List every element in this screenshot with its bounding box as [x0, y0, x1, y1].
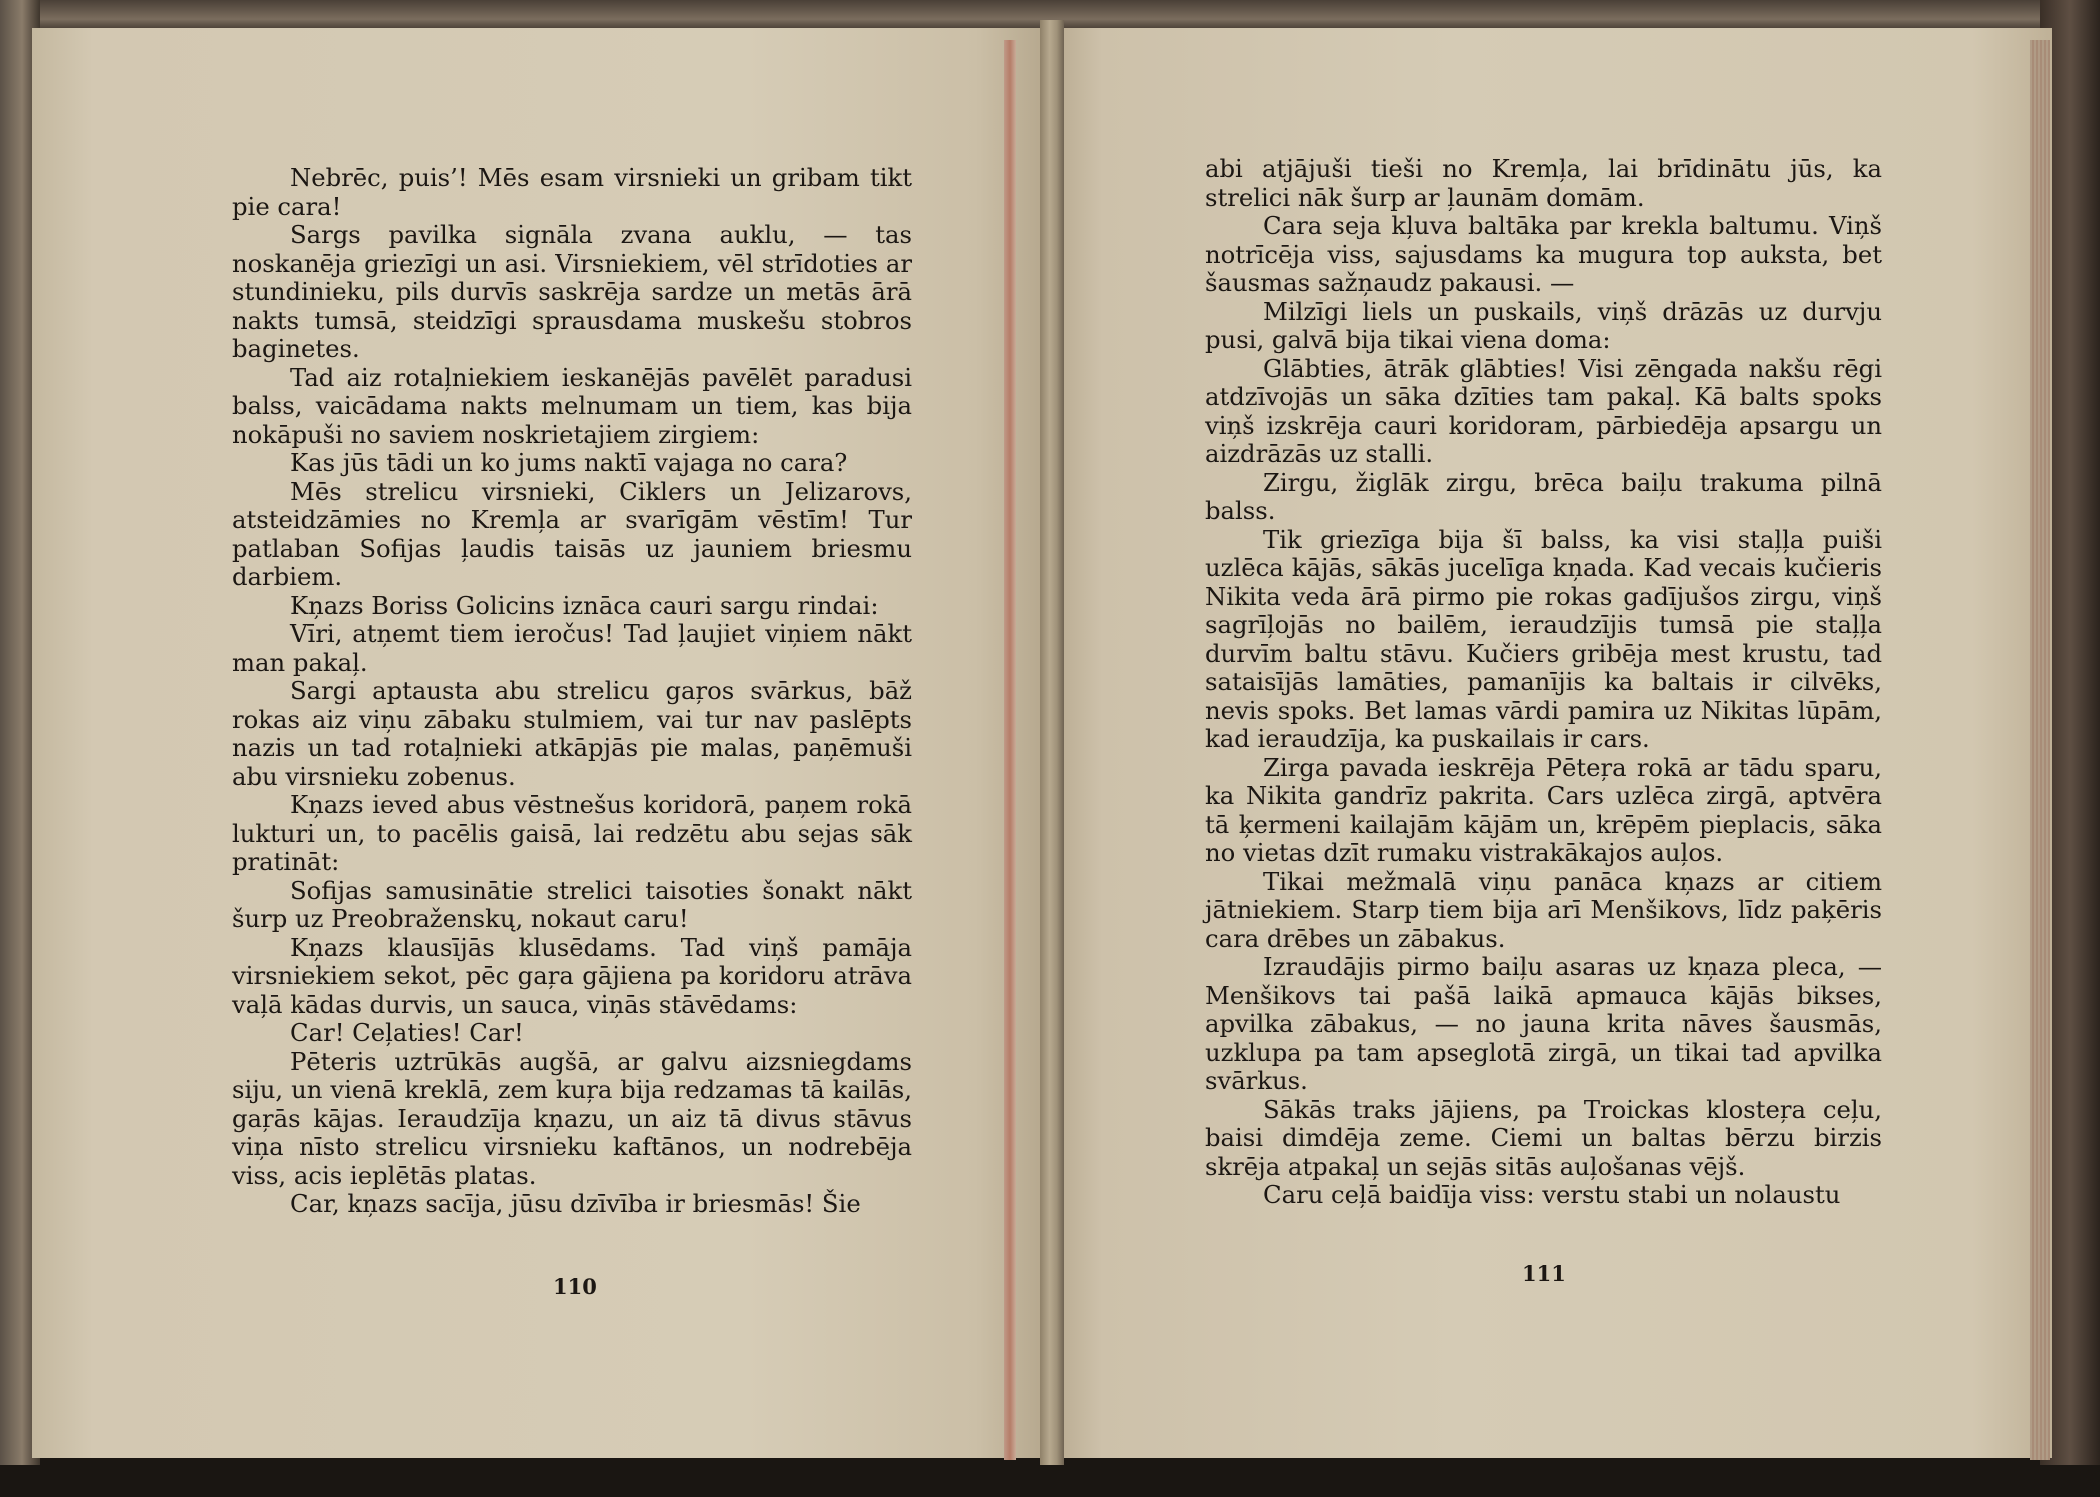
paragraph: Vīri, atņemt tiem ieročus! Tad ļaujiet viņiem nākt man pakaļ. — [232, 619, 912, 677]
paragraph: Milzīgi liels un puskails, viņš drāzās uz durvju pusi, galvā bija tikai viena doma: — [1205, 296, 1882, 354]
right-page-text — [1205, 155, 1882, 1210]
paragraph: Mēs strelicu virsnieki, Ciklers un Jelizarovs, atsteidzāmies no Kremļa ar svarīgām vēstīm! Tur patlaban Sofijas ļaudis taisās uz jauniem briesmu darbiem. — [232, 476, 912, 591]
paragraph: Kņazs ieved abus vēstnešus koridorā, paņem rokā lukturi un, to pacēlis gaisā, lai redzētu abu sejas sāk pratināt: — [232, 790, 912, 876]
paragraph: Car! Ceļaties! Car! — [290, 1018, 524, 1047]
paragraph: Kņazs klausījās klusēdams. Tad viņš pamāja virsniekiem sekot, pēc gaŗa gājiena pa koridoru atrāva vaļā kādas durvis, un sauca, viņās stāvēdams: — [232, 932, 912, 1019]
paragraph: Tad aiz rotaļniekiem ieskanējās pavēlēt paradusi balss, vaicādama nakts melnumam un tiem, kas bija nokāpuši no saviem noskrietajiem zirgiem: — [232, 362, 912, 449]
left-page-text — [232, 164, 912, 1219]
paragraph: Glābties, ātrāk glābties! Visi zēngada nakšu rēgi atdzīvojās un sāka dzīties tam pakaļ. Kā balts spoks viņš izskrēja cauri koridoram, pārbiedēja apsargu un aizdrāzās uz stalli. — [1205, 353, 1882, 468]
paragraph: Kņazs Boriss Golicins iznāca cauri sargu rindai: — [290, 590, 879, 620]
paragraph: Tik griezīga bija šī balss, ka visi staļļa puiši uzlēca kājās, sākās jucelīga kņada. Kad vecais kučieris Nikita veda ārā pirmo pie rokas gadījušos zirgu, viņš sagrīļojās no bailēm, ieraudzījis tumsā pie staļļa durvīm baltu stāvu. Kučiers gribēja mest krustu, tad sataisījās lamāties, pamanījis ka baltais ir cilvēks, nevis spoks. Bet lamas vārdi pamira uz Nikitas lūpām, kad ieraudzīja, ka puskailais ir cars. — [1205, 524, 1882, 753]
page-stack-edge — [2030, 40, 2050, 1460]
right-page-number: 111 — [1522, 1261, 1566, 1286]
paragraph: Sargi aptausta abu strelicu gaŗos svārkus, bāž rokas aiz viņu zābaku stulmiem, vai tur nav paslēpts nazis un tad rotaļnieki atkāpjās pie malas, paņēmuši abu virsnieku zobenus. — [232, 676, 912, 791]
paragraph: Kas jūs tādi un ko jums naktī vajaga no cara? — [290, 448, 848, 477]
paragraph: Car, kņazs sacīja, jūsu dzīvība ir briesmās! Šie — [290, 1189, 861, 1218]
paragraph: Nebrēc, puis’! Mēs esam virsnieki un gribam tikt pie cara! — [232, 163, 912, 221]
paragraph: Pēteris uztrūkās augšā, ar galvu aizsniegdams siju, un vienā kreklā, zem kuŗa bija redzamas tā kailās, gaŗās kājas. Ieraudzīja kņazu, un aiz tā divus stāvus viņa nīsto strelicu virsnieku kaftānos, un nodrebēja viss, acis ieplētās platas. — [232, 1046, 912, 1190]
paragraph: Zirgu, žiglāk zirgu, brēca baiļu trakuma pilnā balss. — [1205, 467, 1882, 525]
paragraph: Tikai mežmalā viņu panāca kņazs ar citiem jātniekiem. Starp tiem bija arī Menšikovs, līdz paķēris cara drēbes un zābakus. — [1205, 866, 1882, 953]
left-page-number: 110 — [553, 1274, 597, 1299]
paragraph: Izraudājis pirmo baiļu asaras uz kņaza pleca, — Menšikovs tai pašā laikā apmauca kājās bikses, apvilka zābakus, — no jauna krita nāves šausmās, uzklupa pa tam apseglotā zirgā, un tikai tad apvilka svārkus. — [1205, 952, 1882, 1095]
book-gutter — [1040, 20, 1064, 1465]
paragraph: abi atjājuši tieši no Kremļa, lai brīdinātu jūs, ka strelici nāk šurp ar ļaunām domām. — [1205, 154, 1882, 212]
paragraph: Sofijas samusinātie strelici taisoties šonakt nākt šurp uz Preobraženskų, nokaut caru! — [232, 875, 912, 933]
paragraph: Zirga pavada ieskrēja Pēteŗa rokā ar tādu sparu, ka Nikita gandrīz pakrita. Cars uzlēca zirgā, aptvēra tā ķermeni kailajām kājām un, krēpēm pieplacis, sāka no vietas dzīt rumaku vistrakākajos auļos. — [1205, 752, 1882, 867]
paragraph: Sākās traks jājiens, pa Troickas klosteŗa ceļu, baisi dimdēja zeme. Ciemi un baltas bērzu birzis skrēja atpakaļ un sejās sitās auļošanas vējš. — [1205, 1094, 1882, 1181]
page-edge-tint — [1004, 40, 1016, 1460]
paragraph: Sargs pavilka signāla zvana auklu, — tas noskanēja griezīgi un asi. Virsniekiem, vēl strīdoties ar stundinieku, pils durvīs saskrēja sardze un metās ārā nakts tumsā, steidzīgi sprausdama muskešu stobros baginetes. — [232, 220, 912, 363]
paragraph: Cara seja kļuva baltāka par krekla baltumu. Viņš notrīcēja viss, sajusdams ka mugura top auksta, bet šausmas sažņaudz pakausi. — — [1205, 211, 1882, 297]
paragraph: Caru ceļā baidīja viss: verstu stabi un nolaustu — [1263, 1180, 1841, 1209]
